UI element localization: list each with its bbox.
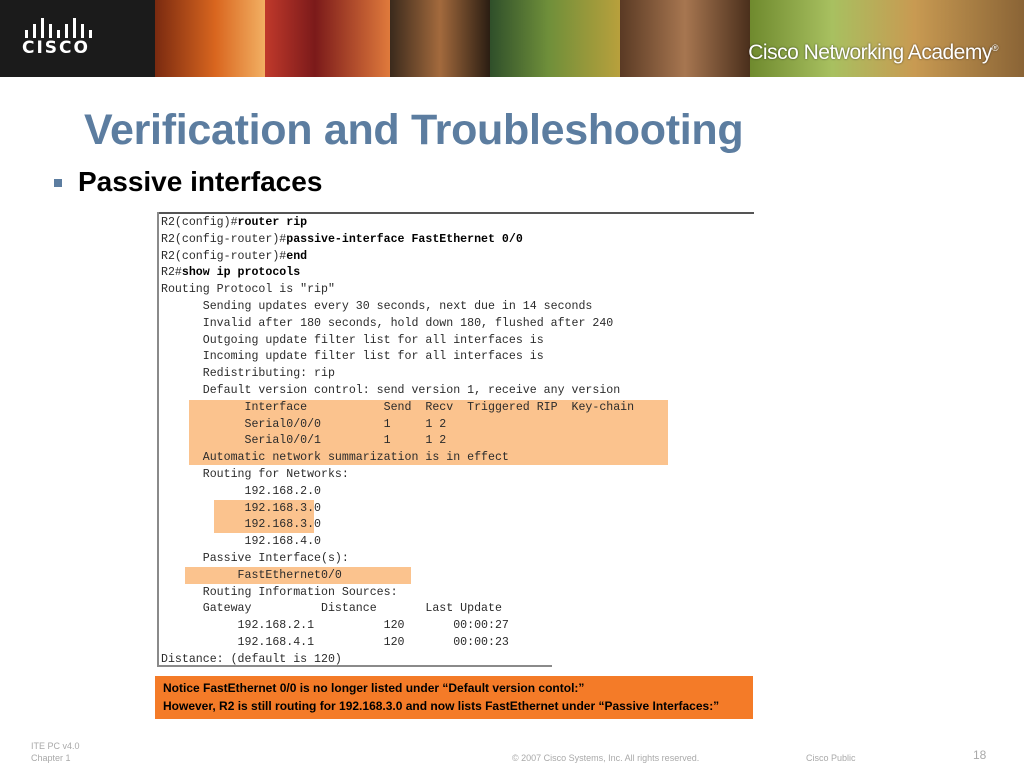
terminal-line: 192.168.4.0 bbox=[161, 535, 322, 549]
terminal-line: FastEthernet0/0 bbox=[161, 568, 342, 582]
footer-course: ITE PC v4.0 bbox=[31, 741, 80, 751]
banner-photo-3 bbox=[390, 0, 490, 77]
terminal-line: R2(config-router)#end bbox=[161, 249, 308, 263]
terminal-line: Interface Send Recv Triggered RIP Key-chain bbox=[161, 400, 635, 414]
cisco-bridge-icon bbox=[24, 18, 94, 40]
terminal-line: Invalid after 180 seconds, hold down 180, flushed after 240 bbox=[161, 316, 614, 330]
terminal-lines bbox=[161, 215, 634, 669]
footer-chapter: Chapter 1 bbox=[31, 753, 71, 763]
terminal-line: Serial0/0/0 1 1 2 bbox=[161, 417, 447, 431]
footer-page-number: 18 bbox=[973, 748, 987, 762]
terminal-top-border bbox=[157, 212, 754, 214]
cisco-logo bbox=[0, 0, 155, 77]
terminal-line: Redistributing: rip bbox=[161, 367, 335, 381]
terminal-line: R2#show ip protocols bbox=[161, 266, 301, 280]
banner-photo-1 bbox=[155, 0, 265, 77]
terminal-line: Passive Interface(s): bbox=[161, 551, 349, 565]
slide-title: Verification and Troubleshooting bbox=[84, 106, 744, 154]
terminal-line: Distance: (default is 120) bbox=[161, 652, 342, 666]
terminal-line: Automatic network summarization is in effect bbox=[161, 451, 509, 465]
terminal-output bbox=[157, 212, 754, 667]
banner-photo-4 bbox=[490, 0, 620, 77]
terminal-left-border bbox=[157, 212, 159, 667]
terminal-line: 192.168.3.0 bbox=[161, 518, 322, 532]
banner-photo-6 bbox=[750, 0, 1024, 77]
footer-classification: Cisco Public bbox=[806, 753, 856, 763]
bullet-text: Passive interfaces bbox=[78, 166, 323, 197]
terminal-line: 192.168.3.0 bbox=[161, 501, 322, 515]
terminal-line: Incoming update filter list for all interfaces is bbox=[161, 350, 544, 364]
terminal-line: 192.168.2.1 120 00:00:27 bbox=[161, 619, 509, 633]
terminal-line: Gateway Distance Last Update bbox=[161, 602, 502, 616]
notice-line-2: However, R2 is still routing for 192.168.3.0 and now lists FastEthernet under “Passive Interfaces:” bbox=[163, 699, 720, 713]
terminal-line: Outgoing update filter list for all interfaces is bbox=[161, 333, 544, 347]
bullet-square-icon bbox=[54, 179, 62, 187]
terminal-line: R2(config)#router rip bbox=[161, 216, 308, 229]
notice-callout bbox=[155, 676, 753, 719]
notice-line-1: Notice FastEthernet 0/0 is no longer listed under “Default version contol:” bbox=[163, 681, 585, 695]
terminal-line: 192.168.4.1 120 00:00:23 bbox=[161, 635, 509, 649]
terminal-line: 192.168.2.0 bbox=[161, 484, 322, 498]
footer-copyright: © 2007 Cisco Systems, Inc. All rights reserved. bbox=[512, 753, 700, 763]
header-banner bbox=[0, 0, 1024, 77]
bullet-item bbox=[54, 166, 322, 198]
banner-photo-5 bbox=[620, 0, 750, 77]
terminal-line: R2(config-router)#passive-interface FastEthernet 0/0 bbox=[161, 232, 523, 246]
terminal-line: Routing for Networks: bbox=[161, 467, 349, 481]
terminal-line: Default version control: send version 1, receive any version bbox=[161, 383, 621, 397]
terminal-line: Serial0/0/1 1 1 2 bbox=[161, 434, 447, 448]
terminal-line: Routing Information Sources: bbox=[161, 585, 398, 599]
networking-academy-label: Cisco Networking Academy® bbox=[748, 41, 998, 64]
cisco-wordmark: CISCO bbox=[22, 38, 90, 58]
terminal-line: Routing Protocol is "rip" bbox=[161, 283, 335, 297]
banner-photo-2 bbox=[265, 0, 390, 77]
terminal-line: Sending updates every 30 seconds, next due in 14 seconds bbox=[161, 299, 593, 313]
